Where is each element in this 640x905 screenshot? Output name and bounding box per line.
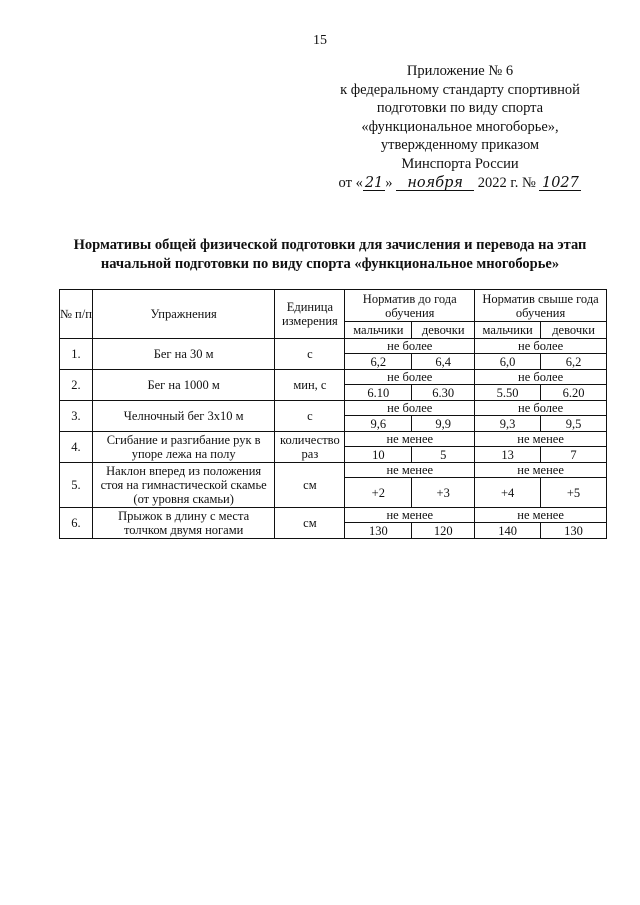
row-limit: не менее xyxy=(345,463,475,478)
handwritten-order-number: 1027 xyxy=(539,176,581,191)
date-prefix: от « xyxy=(338,174,363,191)
value-cell: 5.50 xyxy=(475,385,541,401)
value-cell: 10 xyxy=(345,447,412,463)
value-cell: 9,6 xyxy=(345,416,412,432)
row-exercise: Челночный бег 3x10 м xyxy=(92,401,275,432)
value-cell: 9,3 xyxy=(475,416,541,432)
title-line: Нормативы общей физической подготовки для зачисления и перевода на этап xyxy=(73,237,587,253)
annex-line: «функциональное многоборье», xyxy=(361,118,559,135)
value-cell: 120 xyxy=(412,523,475,539)
document-title xyxy=(40,236,620,274)
value-cell: 130 xyxy=(541,523,607,539)
annex-line: Приложение № 6 xyxy=(406,63,514,79)
page-number: 15 xyxy=(313,33,327,48)
row-unit: см xyxy=(275,508,345,539)
date-mid: » xyxy=(385,174,393,191)
value-cell: +5 xyxy=(541,478,607,508)
value-cell: 6.20 xyxy=(541,385,607,401)
year-text: 2022 г. № xyxy=(477,174,536,191)
row-limit: не менее xyxy=(475,463,607,478)
value-cell: 6,2 xyxy=(345,354,412,370)
value-cell: +4 xyxy=(475,478,541,508)
row-exercise: Прыжок в длину с места толчком двумя ногами xyxy=(92,508,275,539)
header-num: № п/п xyxy=(60,290,93,339)
header-group-after-year: Норматив свыше года обучения xyxy=(475,290,607,322)
order-date-line xyxy=(310,174,610,193)
value-cell: +2 xyxy=(345,478,412,508)
annex-line: утвержденному приказом xyxy=(380,137,540,154)
row-limit: не более xyxy=(475,370,607,385)
row-exercise: Бег на 1000 м xyxy=(92,370,275,401)
annex-line: подготовки по виду спорта xyxy=(376,100,544,117)
value-cell: 7 xyxy=(541,447,607,463)
header-girls: девочки xyxy=(541,322,607,339)
row-unit: с xyxy=(275,401,345,432)
row-num: 2. xyxy=(60,370,93,401)
row-num: 4. xyxy=(60,432,93,463)
row-unit: количество раз xyxy=(275,432,345,463)
annex-line: к федеральному стандарту спортивной xyxy=(340,81,580,98)
value-cell: 140 xyxy=(475,523,541,539)
row-exercise: Наклон вперед из положения стоя на гимнастической скамье (от уровня скамьи) xyxy=(92,463,275,508)
value-cell: 9,9 xyxy=(412,416,475,432)
row-exercise: Сгибание и разгибание рук в упоре лежа на полу xyxy=(92,432,275,463)
value-cell: 6.30 xyxy=(412,385,475,401)
row-limit: не более xyxy=(345,339,475,354)
row-unit: мин, с xyxy=(275,370,345,401)
header-exercise: Упражнения xyxy=(92,290,275,339)
row-num: 6. xyxy=(60,508,93,539)
value-cell: 13 xyxy=(475,447,541,463)
row-exercise: Бег на 30 м xyxy=(92,339,275,370)
annex-line: Минспорта России xyxy=(401,155,519,172)
value-cell: 130 xyxy=(345,523,412,539)
value-cell: 5 xyxy=(412,447,475,463)
row-num: 5. xyxy=(60,463,93,508)
row-unit: с xyxy=(275,339,345,370)
standards-table xyxy=(59,289,607,539)
row-limit: не менее xyxy=(475,432,607,447)
row-limit: не менее xyxy=(345,508,475,523)
row-limit: не более xyxy=(345,370,475,385)
row-limit: не менее xyxy=(475,508,607,523)
header-boys: мальчики xyxy=(475,322,541,339)
row-limit: не более xyxy=(475,401,607,416)
handwritten-day: 21 xyxy=(364,174,384,191)
row-num: 1. xyxy=(60,339,93,370)
annex-header xyxy=(310,62,610,192)
header-girls: девочки xyxy=(412,322,475,339)
header-boys: мальчики xyxy=(345,322,412,339)
row-limit: не менее xyxy=(345,432,475,447)
value-cell: 6.10 xyxy=(345,385,412,401)
row-num: 3. xyxy=(60,401,93,432)
row-unit: см xyxy=(275,463,345,508)
value-cell: 6,0 xyxy=(475,354,541,370)
row-limit: не более xyxy=(475,339,607,354)
header-unit: Единица измерения xyxy=(275,290,345,339)
row-limit: не более xyxy=(345,401,475,416)
value-cell: 6,2 xyxy=(541,354,607,370)
header-group-first-year: Норматив до года обучения xyxy=(345,290,475,322)
handwritten-month: ноября xyxy=(396,176,474,191)
value-cell: +3 xyxy=(412,478,475,508)
value-cell: 9,5 xyxy=(541,416,607,432)
value-cell: 6,4 xyxy=(412,354,475,370)
title-line: начальной подготовки по виду спорта «функциональное многоборье» xyxy=(100,256,560,272)
